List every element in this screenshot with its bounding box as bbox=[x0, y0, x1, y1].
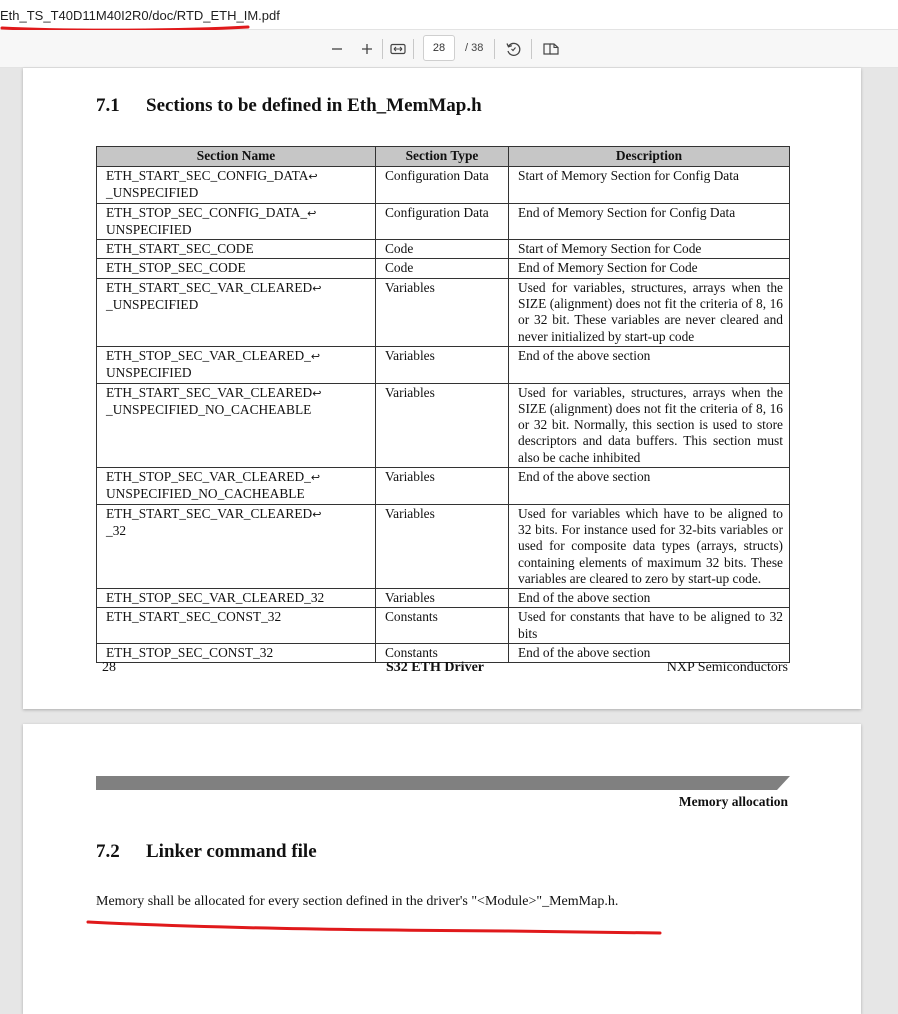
section-name-cell bbox=[97, 468, 376, 505]
section-name-cell bbox=[97, 278, 376, 346]
section-type-cell: Variables bbox=[376, 278, 509, 346]
table-header-row bbox=[97, 147, 790, 167]
section-name-line: ETH_STOP_SEC_CODE bbox=[106, 260, 246, 276]
zoom-out-icon[interactable] bbox=[327, 39, 347, 59]
section-name-line: ETH_STOP_SEC_CONFIG_DATA_ bbox=[106, 204, 308, 220]
toolbar-divider bbox=[531, 39, 532, 59]
section-heading bbox=[96, 95, 482, 117]
section-title: Linker command file bbox=[146, 841, 317, 862]
section-type-cell: Variables bbox=[376, 504, 509, 588]
red-underline-annotation bbox=[86, 918, 666, 942]
section-name-line: ETH_START_SEC_CONST_32 bbox=[106, 609, 282, 625]
toolbar-divider bbox=[413, 39, 414, 59]
section-name-line: ETH_START_SEC_VAR_CLEARED bbox=[106, 384, 313, 400]
chapter-title: Memory allocation bbox=[678, 794, 788, 809]
table-row bbox=[97, 589, 790, 608]
section-name-line: ETH_START_SEC_CODE bbox=[106, 241, 254, 257]
table-row bbox=[97, 383, 790, 467]
section-type-cell: Configuration Data bbox=[376, 167, 509, 204]
section-type-cell: Configuration Data bbox=[376, 203, 509, 240]
line-wrap-icon: ↩ bbox=[310, 350, 321, 363]
section-type-cell: Code bbox=[376, 240, 509, 259]
section-name-line: UNSPECIFIED bbox=[106, 221, 192, 237]
description-cell: End of the above section bbox=[509, 346, 790, 383]
pdf-page bbox=[23, 68, 861, 709]
section-name-line: ETH_STOP_SEC_VAR_CLEARED_ bbox=[106, 469, 311, 485]
section-type-cell: Constants bbox=[376, 644, 509, 663]
toolbar-divider bbox=[494, 39, 495, 59]
section-name-line: _UNSPECIFIED bbox=[106, 185, 199, 201]
section-type-cell: Code bbox=[376, 259, 509, 278]
description-cell: End of Memory Section for Code bbox=[509, 259, 790, 278]
description-cell: End of the above section bbox=[509, 589, 790, 608]
description-cell: Used for variables which have to be aligned to 32 bits. For instance used for 32-bits variables or used for composite data types (arrays, structs) containing elements of maximum 32 bits. These variables are cleared to zero by start-up code. bbox=[509, 504, 790, 588]
table-row bbox=[97, 259, 790, 278]
line-wrap-icon: ↩ bbox=[312, 387, 322, 400]
table-row bbox=[97, 203, 790, 240]
chapter-ribbon bbox=[96, 776, 790, 791]
pdf-toolbar bbox=[0, 30, 898, 68]
description-cell: End of Memory Section for Config Data bbox=[509, 203, 790, 240]
section-title: Sections to be defined in Eth_MemMap.h bbox=[146, 95, 482, 116]
description-cell: Start of Memory Section for Code bbox=[509, 240, 790, 259]
line-wrap-icon: ↩ bbox=[312, 282, 322, 295]
description-cell: Used for variables, structures, arrays when the SIZE (alignment) does not fit the criteria of 8, 16 or 32 bit. These variables are never cleared and never initialized by start-up code bbox=[509, 278, 790, 346]
section-heading bbox=[96, 841, 317, 863]
description-cell: End of the above section bbox=[509, 644, 790, 663]
section-name-line: UNSPECIFIED_NO_CACHEABLE bbox=[106, 486, 305, 502]
page-number-input[interactable] bbox=[423, 35, 455, 61]
description-cell: Start of Memory Section for Config Data bbox=[509, 167, 790, 204]
table-row bbox=[97, 504, 790, 588]
toolbar-divider bbox=[382, 39, 383, 59]
section-name-line: _UNSPECIFIED bbox=[106, 297, 199, 313]
body-paragraph: Memory shall be allocated for every section defined in the driver's "<Module>"_MemMap.h. bbox=[96, 894, 619, 909]
address-path[interactable]: Eth_TS_T40D11M40I2R0/doc/RTD_ETH_IM.pdf bbox=[0, 8, 280, 23]
section-name-cell bbox=[97, 504, 376, 588]
page-view-icon[interactable] bbox=[541, 39, 561, 59]
section-type-cell: Variables bbox=[376, 468, 509, 505]
page-total: / 38 bbox=[465, 42, 484, 54]
rotate-icon[interactable] bbox=[503, 39, 523, 59]
section-type-cell: Variables bbox=[376, 346, 509, 383]
section-name-cell bbox=[97, 259, 376, 278]
table-row bbox=[97, 278, 790, 346]
section-name-cell bbox=[97, 589, 376, 608]
table-row bbox=[97, 167, 790, 204]
line-wrap-icon: ↩ bbox=[310, 472, 321, 485]
memmap-sections-table bbox=[96, 146, 790, 663]
column-header: Section Name bbox=[97, 147, 376, 167]
description-cell: End of the above section bbox=[509, 468, 790, 505]
section-type-cell: Variables bbox=[376, 383, 509, 467]
section-name-line: ETH_STOP_SEC_CONST_32 bbox=[106, 645, 274, 661]
column-header: Description bbox=[509, 147, 790, 167]
line-wrap-icon: ↩ bbox=[308, 171, 318, 183]
section-name-cell bbox=[97, 240, 376, 259]
section-name-line: ETH_START_SEC_VAR_CLEARED bbox=[106, 279, 313, 295]
table-row bbox=[97, 346, 790, 383]
footer-doc-title: S32 ETH Driver bbox=[386, 660, 484, 675]
footer-page-number: 28 bbox=[102, 660, 116, 675]
description-cell: Used for constants that have to be aligned to 32 bits bbox=[509, 608, 790, 644]
table-row bbox=[97, 468, 790, 505]
fit-page-icon[interactable] bbox=[388, 39, 408, 59]
description-cell: Used for variables, structures, arrays when the SIZE (alignment) does not fit the criteria of 8, 16 or 32 bit. Normally, this section is used to store descriptors and data buffers. This section must also be cache inhibited bbox=[509, 383, 790, 467]
column-header: Section Type bbox=[376, 147, 509, 167]
section-number: 7.1 bbox=[96, 95, 120, 116]
section-type-cell: Variables bbox=[376, 589, 509, 608]
section-name-cell bbox=[97, 644, 376, 663]
table-row bbox=[97, 240, 790, 259]
section-name-cell bbox=[97, 203, 376, 240]
section-name-cell bbox=[97, 383, 376, 467]
line-wrap-icon: ↩ bbox=[307, 207, 317, 220]
section-name-cell bbox=[97, 167, 376, 204]
section-name-cell bbox=[97, 346, 376, 383]
section-number: 7.2 bbox=[96, 841, 120, 862]
section-name-cell bbox=[97, 608, 376, 644]
section-name-line: ETH_STOP_SEC_VAR_CLEARED_32 bbox=[106, 590, 325, 606]
section-name-line: ETH_START_SEC_VAR_CLEARED bbox=[106, 505, 313, 521]
section-name-line: UNSPECIFIED bbox=[106, 365, 192, 381]
section-name-line: _32 bbox=[106, 522, 127, 538]
section-name-line: ETH_STOP_SEC_VAR_CLEARED_ bbox=[106, 347, 311, 363]
pdf-page bbox=[23, 724, 861, 1014]
line-wrap-icon: ↩ bbox=[312, 508, 322, 521]
section-name-line: _UNSPECIFIED_NO_CACHEABLE bbox=[106, 401, 312, 417]
table-row bbox=[97, 608, 790, 644]
zoom-in-icon[interactable] bbox=[357, 39, 377, 59]
section-type-cell: Constants bbox=[376, 608, 509, 644]
footer-company: NXP Semiconductors bbox=[666, 660, 788, 675]
section-name-line: ETH_START_SEC_CONFIG_DATA bbox=[106, 168, 309, 183]
